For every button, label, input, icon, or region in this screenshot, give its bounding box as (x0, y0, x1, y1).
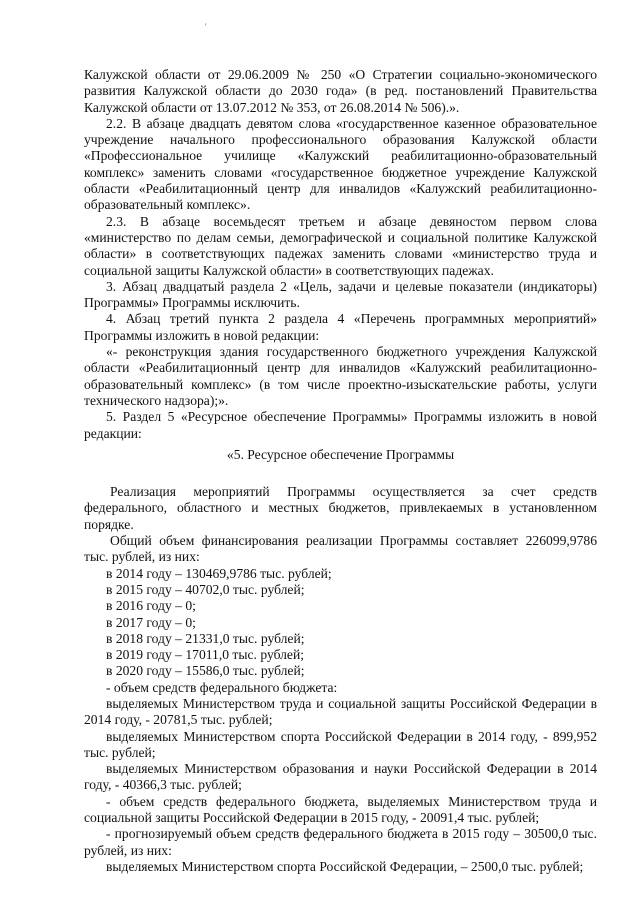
federal-sport-2014: выделяемых Министерством спорта Российской Федерации в 2014 году, - 899,952 тыс. рублей; (84, 728, 597, 760)
paragraph-2-3: 2.3. В абзаце восемьдесят третьем и абзаце девяностом первом слова «министерство по делам семьи, демографической и социальной политике Калужской области» в соответствующих падежах заменить словами «министерство труда и социальной защиты Калужской области» в соответствующих падежах. (84, 213, 597, 278)
federal-labor-2014: выделяемых Министерством труда и социальной защиты Российской Федерации в 2014 году, - 20781,5 тыс. рублей; (84, 695, 597, 728)
federal-labor-2015: - объем средств федерального бюджета, выделяемых Министерством труда и социальной защиты Российской Федерации в 2015 году, - 20091,4 тыс. рублей; (84, 793, 597, 826)
funding-total-paragraph: Общий объем финансирования реализации Программы составляет 226099,9786 тыс. рублей, из них: (84, 533, 597, 565)
paragraph-4-quote: «- реконструкция здания государственного бюджетного учреждения Калужской области «Реабилитационный центр для инвалидов «Калужский реабилитационно-образовательный комплекс» (в том числе проектно-изыскательские работы, услуги технического надзора);». (84, 344, 597, 408)
federal-forecast-2015: - прогнозируемый объем средств федерального бюджета в 2015 году – 30500,0 тыс. рублей, из них: (84, 826, 597, 858)
top-mark: ' (205, 22, 207, 32)
year-line-2016: в 2016 году – 0; (106, 598, 196, 614)
year-line-2018: в 2018 году – 21331,0 тыс. рублей; (106, 630, 305, 646)
federal-budget-heading: - объем средств федерального бюджета: (106, 679, 338, 695)
year-line-2017: в 2017 году – 0; (106, 614, 196, 630)
paragraph-5: 5. Раздел 5 «Ресурсное обеспечение Программы» Программы изложить в новой редакции: (84, 409, 597, 441)
federal-sport-2015: выделяемых Министерством спорта Российской Федерации, – 2500,0 тыс. рублей; (106, 858, 584, 874)
year-line-2019: в 2019 году – 17011,0 тыс. рублей; (106, 647, 305, 663)
paragraph-4: 4. Абзац третий пункта 2 раздела 4 «Перечень программных мероприятий» Программы изложить в новой редакции: (84, 311, 597, 343)
year-line-2020: в 2020 году – 15586,0 тыс. рублей; (106, 663, 305, 679)
funding-sources-paragraph: Реализация мероприятий Программы осуществляется за счет средств федерального, областного и местных бюджетов, привлекаемых в установленном порядке. (84, 484, 597, 532)
paragraph-2-2: 2.2. В абзаце двадцать девятом слова «государственное казенное образовательное учреждение начального профессионального образования Калужской области «Профессиональное училище «Калужский реабилитационно-образовательный комплекс» заменить словами «государственное бюджетное учреждение Калужской области «Реабилитационный центр для инвалидов «Калужский реабилитационно-образовательный комплекс». (84, 115, 597, 213)
federal-education-2014: выделяемых Министерством образования и науки Российской Федерации в 2014 году, - 40366,3 тыс. рублей; (84, 761, 597, 793)
section-heading: «5. Ресурсное обеспечение Программы (226, 446, 455, 462)
paragraph-strategy-reference: Калужской области от 29.06.2009 № 250 «О Стратегии социально-экономического развития Калужской области до 2030 года» (в ред. постановлений Правительства Калужской области от 13.07.2012 № 353, от 26.08.2014 № 506).». (84, 67, 597, 115)
document-body (84, 67, 597, 875)
year-line-2015: в 2015 году – 40702,0 тыс. рублей; (106, 581, 305, 597)
paragraph-3: 3. Абзац двадцатый раздела 2 «Цель, задачи и целевые показатели (индикаторы) Программы» Программы исключить. (84, 278, 597, 311)
year-line-2014: в 2014 году – 130469,9786 тыс. рублей; (106, 565, 332, 581)
